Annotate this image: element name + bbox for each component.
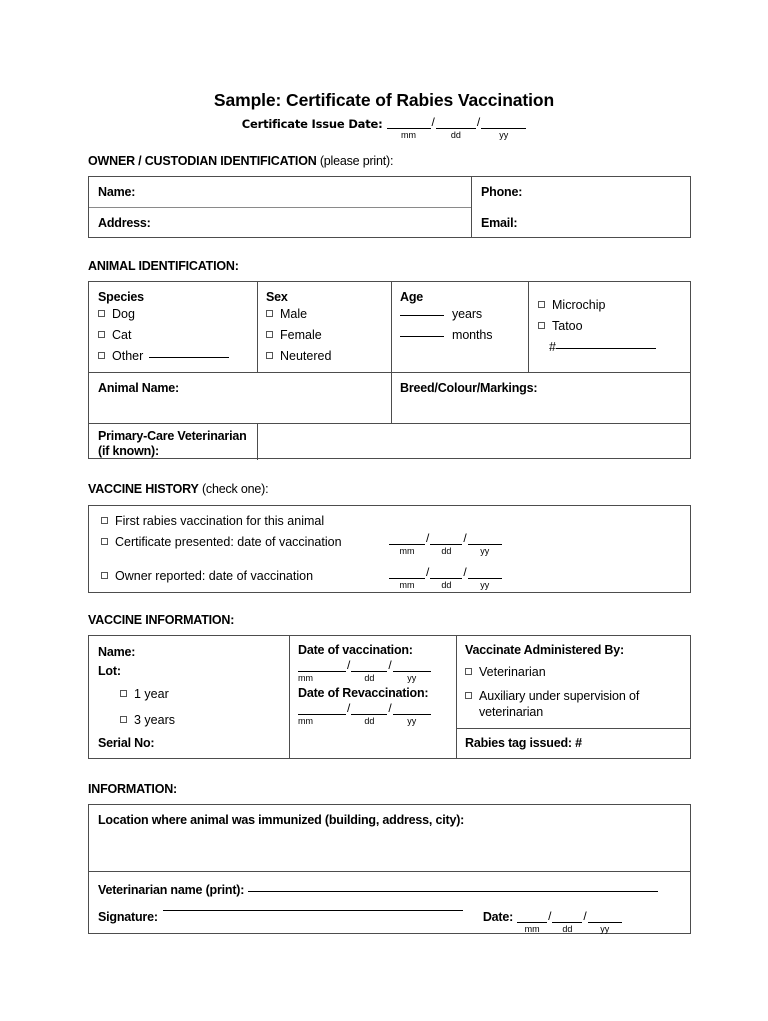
vaccination-sep-2: / (388, 658, 392, 672)
history-owner-yy[interactable] (468, 566, 502, 591)
animal-identification-table (88, 281, 691, 459)
animal-heading-bold: ANIMAL IDENTIFICATION: (88, 259, 239, 273)
vaccine-divider-2 (456, 636, 457, 758)
vaccine-lot-label: Lot: (98, 664, 121, 678)
issue-date-dd-caption: dd (450, 130, 461, 140)
date-of-revaccination-label: Date of Revaccination: (298, 686, 429, 700)
information-heading (88, 782, 177, 796)
owner-section-heading (88, 154, 393, 168)
checkbox-icon[interactable] (101, 572, 108, 579)
owner-phone-label: Phone: (481, 185, 523, 199)
revaccination-dd-caption: dd (364, 716, 375, 726)
id-number-row[interactable] (538, 337, 683, 358)
history-owner-dd-caption: dd (441, 580, 452, 590)
id-option-microchip-label: Microchip (552, 298, 606, 312)
checkbox-icon[interactable] (120, 716, 127, 723)
veterinarian-name-label: Veterinarian name (print): (98, 883, 245, 897)
history-cert-dd[interactable] (430, 532, 462, 557)
animal-divider-age-id (528, 282, 529, 372)
vaccine-history-heading-note: (check one): (198, 482, 269, 496)
checkbox-icon[interactable] (538, 301, 545, 308)
immunization-location-label: Location where animal was immunized (building, address, city): (98, 813, 465, 827)
revaccination-yy[interactable] (393, 702, 431, 727)
vaccine-information-table (88, 635, 691, 759)
vaccine-name-lot-group (98, 643, 283, 754)
issue-date-sep-2: / (476, 115, 481, 129)
sex-label: Sex (266, 290, 288, 304)
age-label: Age (400, 290, 424, 304)
information-heading-bold: INFORMATION: (88, 782, 178, 796)
checkbox-icon[interactable] (101, 517, 108, 524)
owner-identification-table (88, 176, 691, 238)
animal-id-method-group (538, 295, 683, 358)
administered-option-veterinarian-label: Veterinarian (479, 665, 546, 679)
signature-label: Signature: (98, 910, 158, 924)
id-number-input[interactable] (556, 348, 656, 349)
signature-date-yy-caption: yy (600, 924, 610, 934)
issue-date-mm-caption: mm (401, 130, 417, 140)
vaccine-information-heading (88, 613, 234, 627)
vaccine-duration-1year[interactable] (98, 681, 283, 707)
administered-option-auxiliary-label: Auxiliary under supervision of veterinarian (479, 689, 640, 719)
vaccine-duration-3years-label: 3 years (134, 713, 175, 727)
animal-divider-name-breed (391, 372, 392, 423)
species-option-cat-label: Cat (112, 328, 132, 342)
age-months-label: months (452, 328, 493, 342)
sex-group (266, 290, 386, 367)
vaccine-information-heading-bold: VACCINE INFORMATION: (88, 613, 235, 627)
history-cert-dd-caption: dd (441, 546, 452, 556)
signature-date-mm[interactable] (517, 910, 547, 935)
administered-option-auxiliary[interactable] (465, 688, 680, 720)
id-option-microchip[interactable] (538, 295, 683, 316)
history-option-owner[interactable] (101, 566, 313, 587)
animal-row-divider-2 (89, 423, 690, 424)
checkbox-icon[interactable] (538, 322, 545, 329)
checkbox-icon[interactable] (98, 310, 105, 317)
vaccine-dates-group (298, 643, 453, 727)
signature-date-mm-caption: mm (524, 924, 540, 934)
vaccine-history-box (88, 505, 691, 593)
owner-name-address-divider (89, 207, 471, 208)
animal-divider-vet (257, 423, 258, 460)
history-owner-sep-2: / (463, 565, 467, 579)
veterinarian-name-input[interactable] (248, 891, 658, 892)
species-label: Species (98, 290, 144, 304)
checkbox-icon[interactable] (266, 331, 273, 338)
vaccination-mm-caption: mm (298, 673, 313, 683)
owner-table-column-divider (471, 177, 472, 237)
administered-option-veterinarian[interactable] (465, 662, 680, 683)
owner-heading-bold: OWNER / CUSTODIAN IDENTIFICATION (88, 154, 317, 168)
history-owner-date-fields[interactable] (389, 566, 502, 591)
id-option-tatoo[interactable] (538, 316, 683, 337)
signature-row (98, 910, 683, 935)
revaccination-mm-caption: mm (298, 716, 313, 726)
signature-date-dd[interactable] (552, 910, 582, 935)
checkbox-icon[interactable] (98, 331, 105, 338)
species-option-cat[interactable] (98, 325, 256, 346)
issue-date-yy[interactable] (481, 116, 526, 141)
age-months-input[interactable] (400, 336, 444, 337)
history-owner-yy-caption: yy (480, 580, 490, 590)
checkbox-icon[interactable] (266, 310, 273, 317)
history-owner-mm-caption: mm (399, 580, 415, 590)
signature-date-sep-2: / (583, 909, 587, 923)
signature-date-fields[interactable] (517, 910, 622, 935)
species-option-other[interactable] (98, 346, 256, 367)
vaccine-rabies-tag-divider (456, 728, 690, 729)
species-option-dog[interactable] (98, 304, 256, 325)
history-option-certificate-label: Certificate presented: date of vaccination (115, 535, 342, 549)
history-cert-yy-caption: yy (480, 546, 490, 556)
id-number-symbol: # (549, 340, 556, 354)
vaccine-history-heading-bold: VACCINE HISTORY (88, 482, 199, 496)
vaccine-duration-3years[interactable] (98, 707, 283, 733)
history-owner-dd[interactable] (430, 566, 462, 591)
page-title: Sample: Certificate of Rabies Vaccination (213, 90, 555, 110)
date-of-vaccination-fields[interactable] (298, 659, 431, 684)
age-group (400, 290, 525, 346)
date-of-revaccination-fields[interactable] (298, 702, 431, 727)
history-cert-mm-caption: mm (399, 546, 415, 556)
sex-option-neutered-label: Neutered (280, 349, 332, 363)
issue-date-fields[interactable] (387, 116, 527, 141)
vaccination-sep-1: / (347, 658, 351, 672)
sex-option-male-label: Male (280, 307, 308, 321)
history-option-first-label: First rabies vaccination for this animal (115, 514, 325, 528)
information-row-divider (89, 871, 690, 872)
sex-option-neutered[interactable] (266, 346, 386, 367)
vaccine-name-label: Name: (98, 645, 136, 659)
history-option-first[interactable] (101, 511, 324, 532)
animal-section-heading (88, 259, 239, 273)
animal-divider-species-sex (257, 282, 258, 372)
owner-address-label: Address: (98, 216, 151, 230)
age-years-row[interactable] (400, 304, 525, 325)
checkbox-icon[interactable] (98, 352, 105, 359)
revaccination-mm[interactable] (298, 702, 346, 727)
vaccine-serial-label: Serial No: (98, 736, 155, 750)
revaccination-yy-caption: yy (407, 716, 417, 726)
date-of-vaccination-label: Date of vaccination: (298, 643, 413, 657)
checkbox-icon[interactable] (465, 668, 472, 675)
vaccinate-administered-label: Vaccinate Administered By: (465, 643, 624, 657)
species-option-other-label: Other (112, 349, 144, 363)
breed-colour-markings-label: Breed/Colour/Markings: (400, 381, 538, 395)
veterinarian-name-row (98, 881, 683, 899)
vaccination-mm[interactable] (298, 659, 346, 684)
animal-divider-sex-age (391, 282, 392, 372)
history-cert-yy[interactable] (468, 532, 502, 557)
rabies-tag-issued-label: Rabies tag issued: # (465, 736, 582, 750)
checkbox-icon[interactable] (120, 690, 127, 697)
revaccination-sep-1: / (347, 701, 351, 715)
issue-date-yy-caption: yy (499, 130, 509, 140)
vaccine-history-heading (88, 482, 268, 496)
history-cert-sep-2: / (463, 531, 467, 545)
signature-date-label: Date: (482, 910, 514, 924)
vaccination-dd[interactable] (351, 659, 387, 684)
history-cert-sep-1: / (426, 531, 430, 545)
animal-row-divider-1 (89, 372, 690, 373)
species-option-dog-label: Dog (112, 307, 135, 321)
history-certificate-date-fields[interactable] (389, 532, 502, 557)
primary-care-vet-label: Primary-Care Veterinarian (if known): (98, 429, 247, 458)
signature-date-sep-1: / (548, 909, 552, 923)
vaccination-yy[interactable] (393, 659, 431, 684)
sex-option-female[interactable] (266, 325, 386, 346)
certificate-issue-date-row (0, 116, 768, 141)
history-owner-mm[interactable] (389, 566, 425, 591)
checkbox-icon[interactable] (101, 538, 108, 545)
certificate-issue-date-label: Certificate Issue Date: (241, 117, 383, 131)
owner-heading-note: (please print): (316, 154, 394, 168)
vaccination-yy-caption: yy (407, 673, 417, 683)
age-months-row[interactable] (400, 325, 525, 346)
revaccination-dd[interactable] (351, 702, 387, 727)
species-group (98, 290, 256, 367)
issue-date-mm[interactable] (387, 116, 431, 141)
animal-name-label: Animal Name: (98, 381, 179, 395)
history-option-owner-label: Owner reported: date of vaccination (115, 569, 314, 583)
vaccine-divider-1 (289, 636, 290, 758)
revaccination-sep-2: / (388, 701, 392, 715)
checkbox-icon[interactable] (465, 692, 472, 699)
checkbox-icon[interactable] (266, 352, 273, 359)
sex-option-female-label: Female (280, 328, 322, 342)
vaccinate-administered-group (465, 643, 680, 720)
signature-date-dd-caption: dd (562, 924, 573, 934)
signature-input[interactable] (163, 910, 463, 911)
vaccine-duration-1year-label: 1 year (134, 687, 169, 701)
age-years-input[interactable] (400, 315, 444, 316)
signature-date-yy[interactable] (588, 910, 622, 935)
owner-email-label: Email: (481, 216, 518, 230)
id-option-tatoo-label: Tatoo (552, 319, 583, 333)
species-other-input[interactable] (149, 357, 229, 358)
history-option-certificate[interactable] (101, 532, 342, 553)
issue-date-dd[interactable] (436, 116, 476, 141)
age-years-label: years (452, 307, 483, 321)
information-box (88, 804, 691, 934)
issue-date-sep-1: / (431, 115, 435, 129)
owner-name-label: Name: (98, 185, 136, 199)
history-owner-sep-1: / (426, 565, 430, 579)
sex-option-male[interactable] (266, 304, 386, 325)
history-cert-mm[interactable] (389, 532, 425, 557)
vaccination-dd-caption: dd (364, 673, 375, 683)
